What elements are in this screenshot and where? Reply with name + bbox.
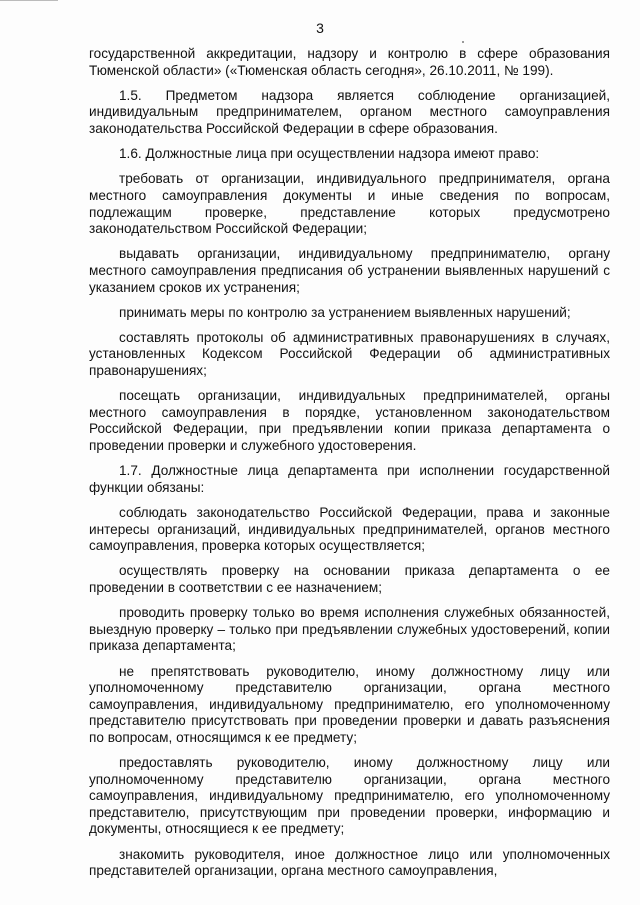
paragraph-right-protocols: составлять протоколы об административных правонарушениях в случаях, установленных Кодексом Российской Федерации об административных правонарушениях; <box>89 329 610 379</box>
paragraph-duty-inspect-during-duties: проводить проверку только во время исполнения служебных обязанностей, выездную проверку – только при предъявлении служебных удостоверений, копии приказа департамента; <box>89 605 610 654</box>
scan-artifact <box>462 41 464 43</box>
paragraph-right-request-documents: требовать от организации, индивидуального предпринимателя, органа местного самоуправления документы и иные сведения по вопросам, подлежащим проверке, представление которых предусмотрено законодательством Российской Федерации; <box>89 171 610 237</box>
paragraph-duty-inspect-by-order: осуществлять проверку на основании приказа департамента о ее проведении в соответствии с ее назначением; <box>89 563 610 595</box>
paragraph-duty-provide-info: предоставлять руководителю, иному должностному лицу или уполномоченному представителю организации, органа местного самоуправления, индивидуальному предпринимателю, его уполномоченному представителю, присутствующим при проведении проверки, информацию и документы, относящиеся к ее предмету; <box>89 755 610 837</box>
paragraph-right-issue-orders: выдавать организации, индивидуальному предпринимателю, органу местного самоуправления предписания об устранении выявленных нарушений с указанием сроков их устранения; <box>89 246 610 295</box>
page-number: 3 <box>316 20 324 36</box>
document-body <box>89 46 610 888</box>
paragraph-1-7: 1.7. Должностные лица департамента при исполнении государственной функции обязаны: <box>89 463 610 495</box>
paragraph-1-5: 1.5. Предметом надзора является соблюдение организацией, индивидуальным предпринимателем, органом местного самоуправления законодательства Российской Федерации в сфере образования. <box>89 87 610 136</box>
paragraph-right-control-measures: принимать меры по контролю за устранением выявленных нарушений; <box>119 304 571 320</box>
paragraph-continuation: государственной аккредитации, надзору и контролю в сфере образования Тюменской области» («Тюменская область сегодня», 26.10.2011, № 199). <box>89 46 610 78</box>
paragraph-right-visit: посещать организации, индивидуальных предпринимателей, органы местного самоуправления в порядке, установленном законодательством Российской Федерации, при предъявлении копии приказа департамента о проведении проверки и служебного удостоверения. <box>89 388 610 454</box>
scan-artifact <box>0 0 58 1</box>
paragraph-duty-comply-law: соблюдать законодательство Российской Федерации, права и законные интересы организаций, индивидуальных предпринимателей, органов местного самоуправления, проверка которых осуществляется; <box>89 505 610 554</box>
paragraph-duty-familiarize: знакомить руководителя, иное должностное лицо или уполномоченных представителей организации, органа местного самоуправления, <box>89 846 610 879</box>
paragraph-1-6: 1.6. Должностные лица при осуществлении надзора имеют право: <box>119 146 540 162</box>
paragraph-duty-not-obstruct: не препятствовать руководителю, иному должностному лицу или уполномоченному представителю организации, органа местного самоуправления, индивидуальному предпринимателю, его уполномоченному представителю присутствовать при проведении проверки и давать разъяснения по вопросам, относящимся к ее предмету; <box>89 663 610 745</box>
